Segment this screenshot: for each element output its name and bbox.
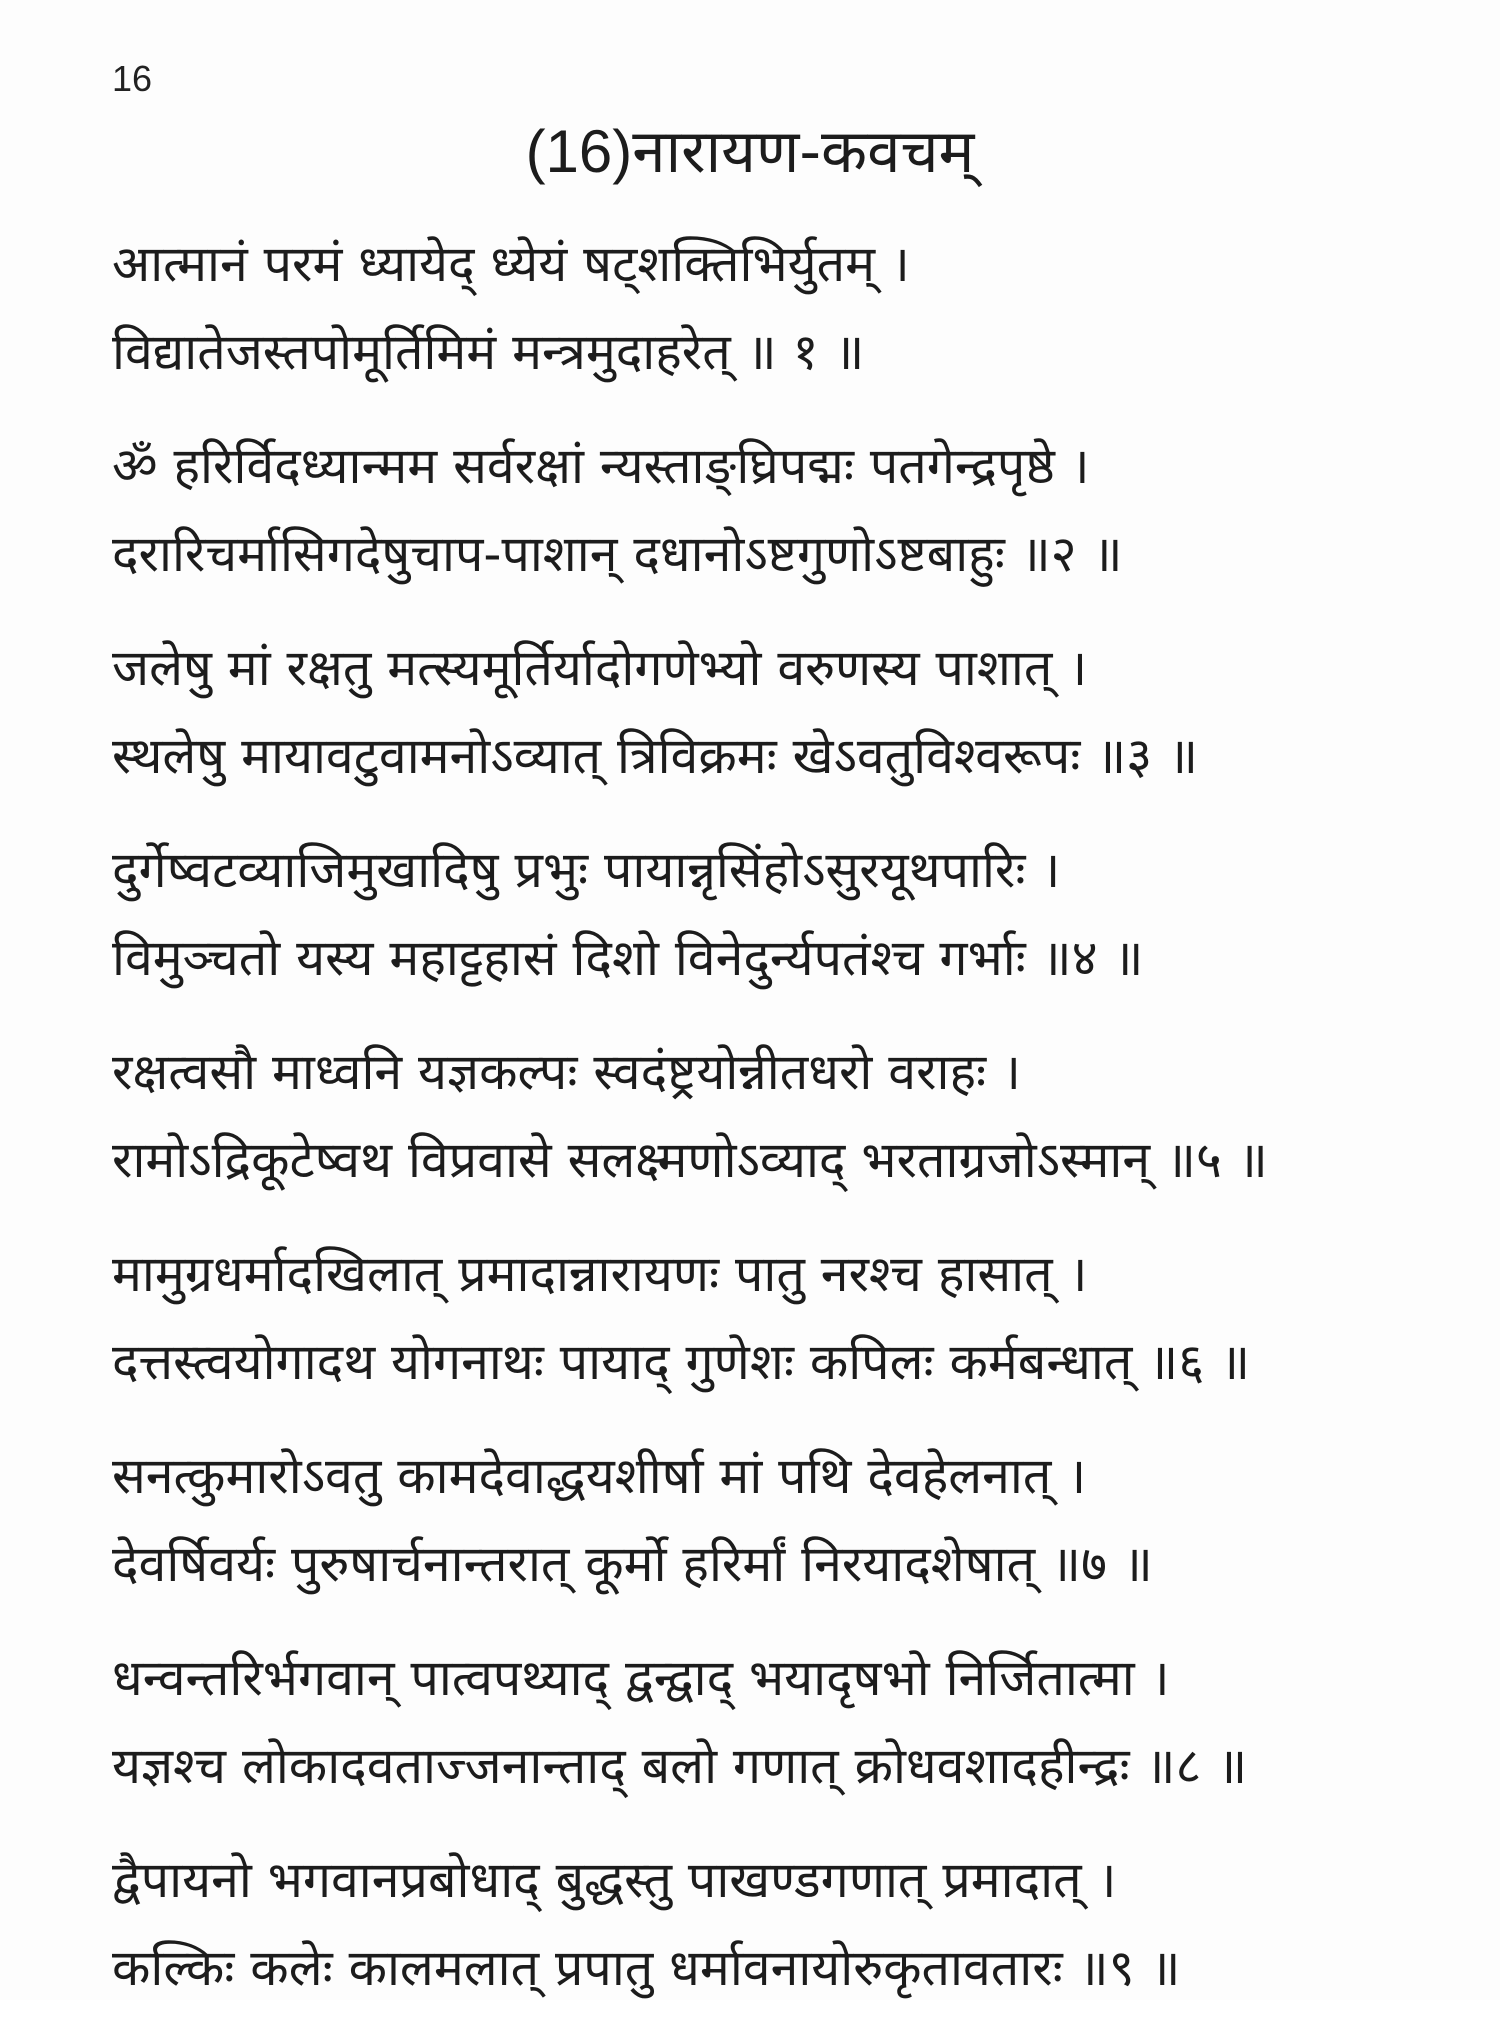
- verse-line: रक्षत्वसौ माध्वनि यज्ञकल्पः स्वदंष्ट्रयोन्नीतधरो वराहः ।: [112, 1043, 1021, 1101]
- verse-8: [112, 1634, 1452, 1810]
- verse-line: यज्ञश्च लोकादवताज्जनान्ताद् बलो गणात् क्रोधवशादहीन्द्रः ॥८ ॥: [112, 1737, 1248, 1795]
- verse-line: दुर्गेष्वटव्याजिमुखादिषु प्रभुः पायान्नृसिंहोऽसुरयूथपारिः ।: [112, 841, 1061, 899]
- verse-6: [112, 1230, 1452, 1406]
- verse-9: [112, 1836, 1452, 2012]
- verse-list: [112, 220, 1452, 2038]
- verse-line: द्वैपायनो भगवानप्रबोधाद् बुद्धस्तु पाखण्डगणात् प्रमादात् ।: [112, 1851, 1117, 1909]
- verse-line: दरारिचर्मासिगदेषुचाप-पाशान् दधानोऽष्टगुणोऽष्टबाहुः ॥२ ॥: [112, 525, 1123, 583]
- title-text: नारायण-कवचम्: [632, 117, 975, 187]
- verse-7: [112, 1432, 1452, 1608]
- verse-line: जलेषु मां रक्षतु मत्स्यमूर्तिर्यादोगणेभ्यो वरुणस्य पाशात् ।: [112, 639, 1088, 697]
- verse-line: कल्किः कलेः कालमलात् प्रपातु धर्मावनायोरुकृतावतारः ॥९ ॥: [112, 1939, 1181, 1997]
- verse-2: [112, 422, 1452, 598]
- verse-line: सनत्कुमारोऽवतु कामदेवाद्धयशीर्षा मां पथि देवहेलनात् ।: [112, 1447, 1087, 1505]
- verse-line: मामुग्रधर्मादखिलात् प्रमादान्नारायणः पातु नरश्च हासात् ।: [112, 1245, 1088, 1303]
- verse-1: [112, 220, 1452, 396]
- verse-line: विमुञ्चतो यस्य महाट्टहासं दिशो विनेदुर्न्यपतंश्च गर्भाः ॥४ ॥: [112, 929, 1144, 987]
- verse-line: दत्तस्त्वयोगादथ योगनाथः पायाद् गुणेशः कपिलः कर्मबन्धात् ॥६ ॥: [112, 1333, 1251, 1391]
- page-number: 16: [112, 58, 153, 99]
- verse-line: विद्यातेजस्तपोमूर्तिमिमं मन्त्रमुदाहरेत् ॥ १ ॥: [112, 323, 865, 381]
- verse-line: आत्मानं परमं ध्यायेद् ध्येयं षट्शक्तिभिर्युतम् ।: [112, 235, 910, 293]
- verse-5: [112, 1028, 1452, 1204]
- verse-line: ॐ हरिर्विदध्यान्मम सर्वरक्षां न्यस्ताङ्घ्रिपद्मः पतगेन्द्रपृष्ठे ।: [112, 437, 1090, 495]
- verse-line: देवर्षिवर्यः पुरुषार्चनान्तरात् कूर्मो हरिर्मां निरयादशेषात् ॥७ ॥: [112, 1535, 1153, 1593]
- verse-3: [112, 624, 1452, 800]
- verse-4: [112, 826, 1452, 1002]
- page-title: [0, 112, 1500, 192]
- verse-line: स्थलेषु मायावटुवामनोऽव्यात् त्रिविक्रमः खेऽवतुविश्वरूपः ॥३ ॥: [112, 727, 1199, 785]
- verse-line: धन्वन्तरिर्भगवान् पात्वपथ्याद् द्वन्द्वाद् भयादृषभो निर्जितात्मा ।: [112, 1649, 1170, 1707]
- title-number: (16): [525, 118, 633, 185]
- verse-line: रामोऽद्रिकूटेष्वथ विप्रवासे सलक्ष्मणोऽव्याद् भरताग्रजोऽस्मान् ॥५ ॥: [112, 1131, 1268, 1189]
